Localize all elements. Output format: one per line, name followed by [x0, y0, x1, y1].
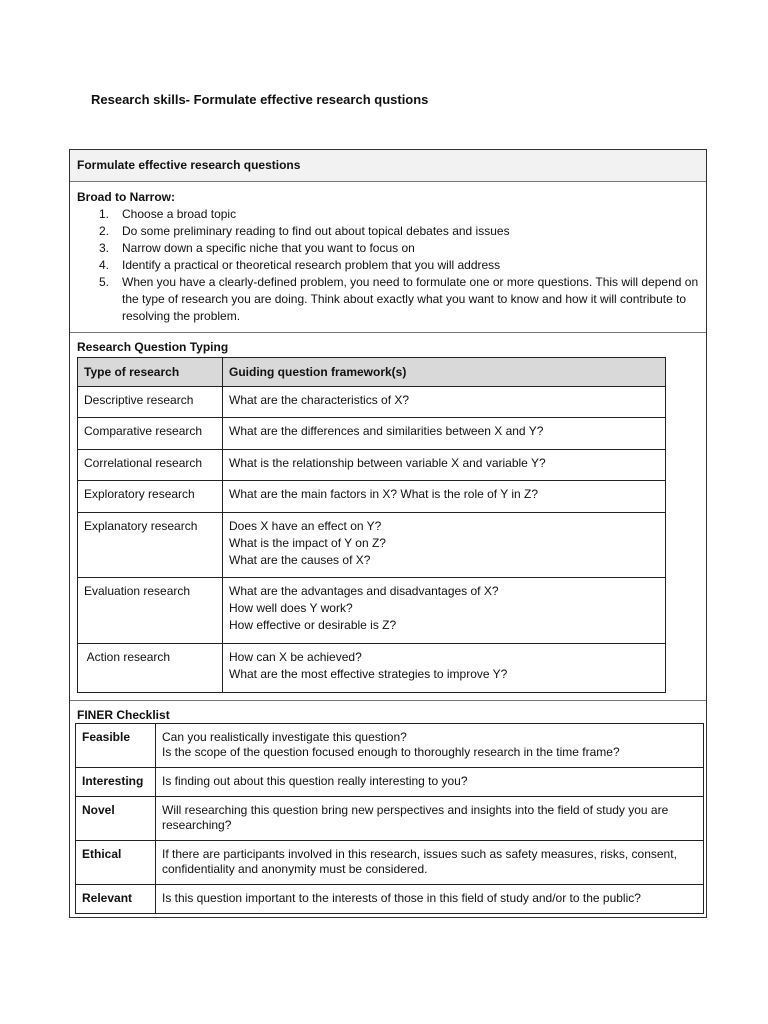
criterion-description-cell: Is finding out about this question really interesting to you?	[156, 768, 704, 797]
column-header-type: Type of research	[78, 358, 223, 387]
research-type-cell: Descriptive research	[78, 387, 223, 418]
research-type-cell: Action research	[78, 644, 223, 693]
finer-checklist-section	[70, 701, 706, 917]
research-questions-box	[69, 149, 707, 918]
guiding-question-cell: Does X have an effect on Y? What is the impact of Y on Z? What are the causes of X?	[223, 513, 666, 578]
step-text: When you have a clearly-defined problem, you need to formulate one or more questions. This will depend on the type of research you are doing. Think about exactly what you want to know and how it will contribute to resolving the problem.	[122, 275, 699, 323]
broad-to-narrow-steps	[77, 206, 706, 325]
criterion-description-cell: If there are participants involved in this research, issues such as safety measures, risks, consent, confidentiality and anonymity must be considered.	[156, 841, 704, 885]
criterion-description-cell: Can you realistically investigate this question? Is the scope of the question focused enough to thoroughly research in the time frame?	[156, 724, 704, 768]
table-row	[78, 450, 666, 481]
document-title: Research skills- Formulate effective research qustions	[91, 92, 429, 107]
step-number: 4.	[99, 258, 110, 272]
step-text: Do some preliminary reading to find out about topical debates and issues	[122, 224, 510, 238]
criterion-description-cell: Will researching this question bring new perspectives and insights into the field of study you are researching?	[156, 797, 704, 841]
step-item	[77, 206, 706, 223]
table-row	[78, 513, 666, 578]
step-number: 1.	[99, 207, 110, 221]
research-question-typing-section	[70, 333, 706, 701]
table-row	[76, 885, 704, 914]
research-type-cell: Evaluation research	[78, 578, 223, 644]
guiding-question-cell: What are the differences and similarities between X and Y?	[223, 418, 666, 450]
box-heading: Formulate effective research questions	[70, 150, 706, 182]
guiding-question-cell: What are the characteristics of X?	[223, 387, 666, 418]
table-row	[78, 481, 666, 513]
research-type-cell: Explanatory research	[78, 513, 223, 578]
table-row	[76, 841, 704, 885]
table-row	[78, 644, 666, 693]
criterion-cell: Relevant	[76, 885, 156, 914]
guiding-question-cell: How can X be achieved? What are the most effective strategies to improve Y?	[223, 644, 666, 693]
criterion-cell: Feasible	[76, 724, 156, 768]
research-type-cell: Comparative research	[78, 418, 223, 450]
finer-table	[75, 723, 704, 914]
table-header-row	[78, 358, 666, 387]
broad-to-narrow-section	[70, 182, 706, 333]
step-item	[77, 223, 706, 240]
table-row	[76, 724, 704, 768]
step-text: Narrow down a specific niche that you want to focus on	[122, 241, 415, 255]
typing-title: Research Question Typing	[77, 340, 229, 354]
criterion-cell: Interesting	[76, 768, 156, 797]
table-row	[76, 768, 704, 797]
step-number: 5.	[99, 275, 110, 289]
finer-title: FINER Checklist	[77, 708, 170, 722]
step-item	[77, 274, 706, 325]
guiding-question-cell: What are the main factors in X? What is the role of Y in Z?	[223, 481, 666, 513]
criterion-cell: Novel	[76, 797, 156, 841]
research-type-cell: Correlational research	[78, 450, 223, 481]
guiding-question-cell: What is the relationship between variable X and variable Y?	[223, 450, 666, 481]
guiding-question-cell: What are the advantages and disadvantages of X? How well does Y work? How effective or desirable is Z?	[223, 578, 666, 644]
table-row	[78, 387, 666, 418]
column-header-framework: Guiding question framework(s)	[223, 358, 666, 387]
criterion-description-cell: Is this question important to the interests of those in this field of study and/or to the public?	[156, 885, 704, 914]
criterion-cell: Ethical	[76, 841, 156, 885]
table-row	[76, 797, 704, 841]
step-text: Identify a practical or theoretical research problem that you will address	[122, 258, 501, 272]
broad-to-narrow-title: Broad to Narrow:	[77, 190, 176, 204]
table-row	[78, 418, 666, 450]
step-text: Choose a broad topic	[122, 207, 237, 221]
step-number: 2.	[99, 224, 110, 238]
step-item	[77, 257, 706, 274]
step-item	[77, 240, 706, 257]
step-number: 3.	[99, 241, 110, 255]
research-type-cell: Exploratory research	[78, 481, 223, 513]
table-row	[78, 578, 666, 644]
research-type-table	[77, 357, 666, 693]
